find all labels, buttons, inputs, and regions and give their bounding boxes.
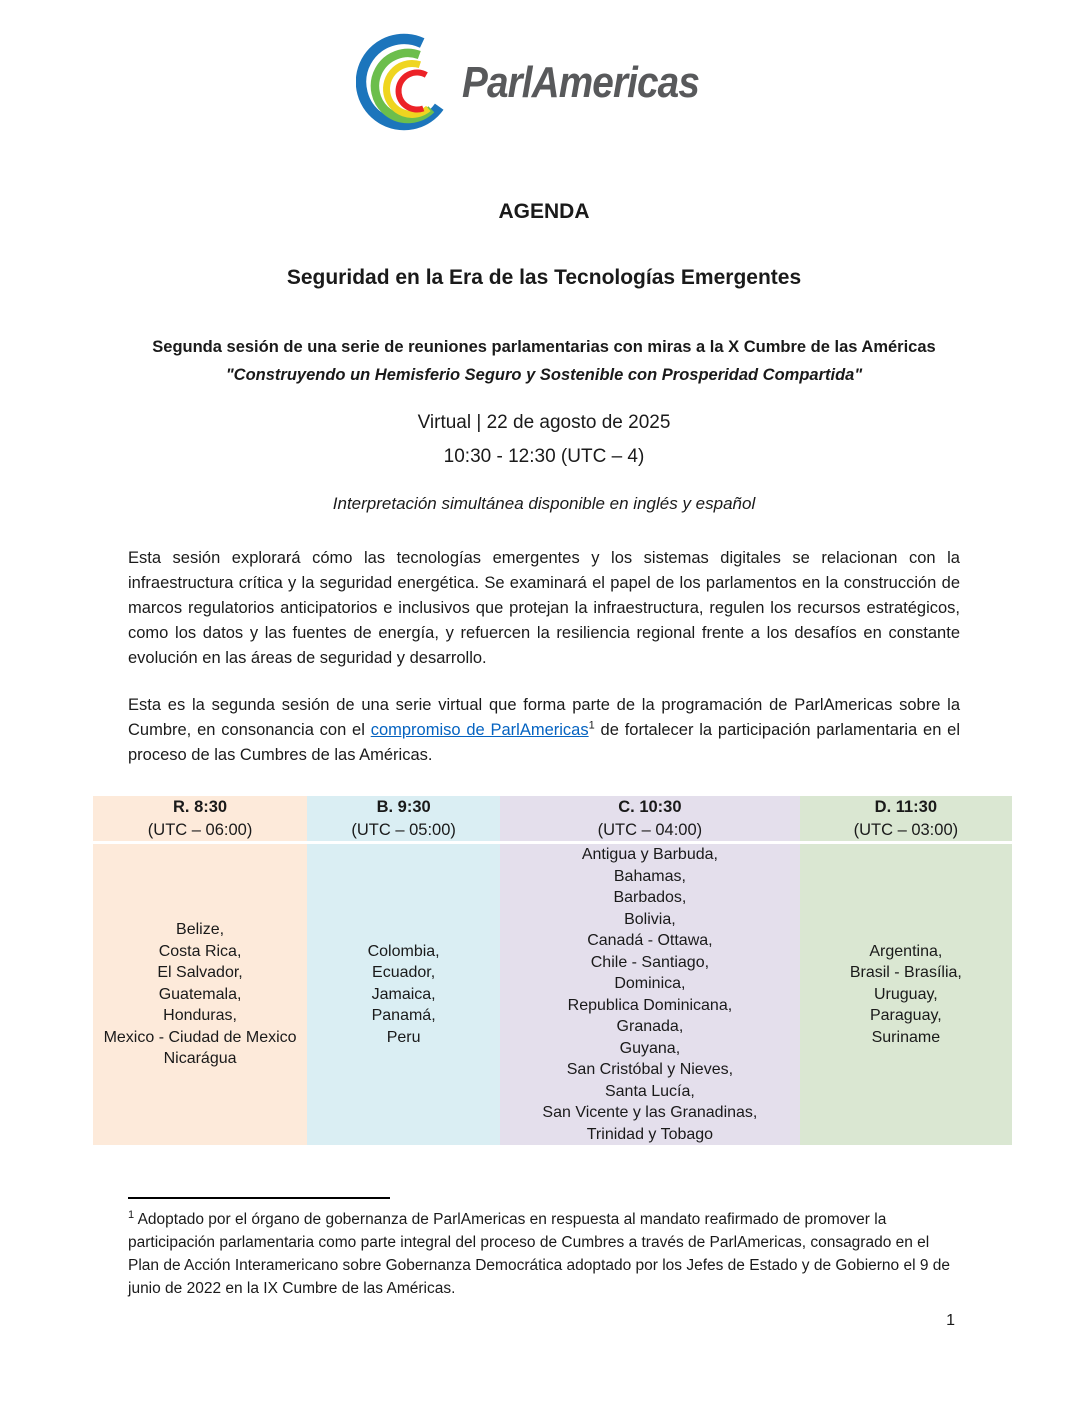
- agenda-title: AGENDA: [498, 200, 590, 223]
- timezone-country-list: [500, 843, 800, 1146]
- country-line: Belize,: [176, 921, 225, 939]
- timezone-country-list: [93, 843, 307, 1146]
- country-line: Republica Dominicana,: [567, 996, 733, 1014]
- country-line: Ecuador,: [372, 964, 436, 982]
- country-line: Granada,: [616, 1018, 684, 1035]
- footnote-text: [128, 1208, 962, 1300]
- timezone-utc-offset: (UTC – 03:00): [853, 821, 959, 839]
- footnote-separator: [128, 1197, 390, 1199]
- timezone-group-label: R. 8:30: [173, 798, 228, 816]
- parlamericas-logo-icon: [356, 32, 460, 134]
- summit-theme-quote: "Construyendo un Hemisferio Seguro y Sostenible con Prosperidad Compartida": [225, 366, 863, 384]
- timezone-column-header: [307, 796, 500, 843]
- country-line: Barbados,: [613, 889, 687, 906]
- event-date-line: Virtual | 22 de agosto de 2025: [417, 412, 671, 433]
- country-line: Dominica,: [614, 975, 686, 992]
- country-line: Suriname: [871, 1028, 941, 1046]
- timezone-table-header-row: [93, 796, 1012, 843]
- country-line: Honduras,: [163, 1007, 237, 1025]
- country-line: Peru: [386, 1028, 421, 1046]
- logo-text: ParlAmericas: [462, 58, 700, 107]
- footnote-number: 1: [128, 1208, 135, 1221]
- country-line: Bahamas,: [613, 867, 686, 885]
- timezone-country-list: [800, 843, 1012, 1146]
- timezone-country-list: [307, 843, 500, 1146]
- footnote-body: Adoptado por el órgano de gobernanza de ParlAmericas en respuesta al mandato reafirmado de promover la participación parlamentaria como parte integral del proceso de Cumbres a través de ParlAmericas, consagrado en el Plan de Acción Interamericano sobre Gobernanza Democrática adoptado por los Jefes de Estado y de Gobierno el 9 de junio de 2022 en la IX Cumbre de las Américas.: [128, 1211, 950, 1297]
- timezone-group-label: B. 9:30: [376, 798, 431, 816]
- country-line: San Cristóbal y Nieves,: [566, 1061, 734, 1078]
- page-number: 1: [946, 1312, 955, 1329]
- logo: [0, 32, 1088, 134]
- country-line: Argentina,: [869, 942, 943, 960]
- country-line: Costa Rica,: [158, 942, 242, 960]
- country-line: Trinidad y Tobago: [586, 1125, 714, 1143]
- timezone-column-header: [500, 796, 800, 843]
- country-line: Guyana,: [619, 1039, 681, 1057]
- timezone-utc-offset: (UTC – 05:00): [351, 821, 456, 839]
- country-line: Santa Lucía,: [604, 1082, 695, 1100]
- country-line: Bolivia,: [624, 910, 676, 928]
- context-text-after-link: de fortalecer la participación parlamentaria en el proceso de las Cumbres de las Américas.: [128, 721, 961, 764]
- timezone-column-header: [800, 796, 1012, 843]
- context-paragraph: [128, 693, 960, 768]
- country-line: Paraguay,: [869, 1007, 942, 1025]
- country-line: Canadá - Ottawa,: [587, 932, 713, 949]
- country-line: Uruguay,: [873, 985, 938, 1003]
- country-line: San Vicente y las Granadinas,: [542, 1104, 758, 1121]
- country-line: Nicarágua: [163, 1050, 237, 1068]
- country-line: Jamaica,: [371, 985, 436, 1003]
- timezone-group-label: D. 11:30: [874, 798, 938, 816]
- intro-paragraph: Esta sesión explorará cómo las tecnologías emergentes y los sistemas digitales se relacionan con la infraestructura crítica y la seguridad energética. Se examinará el papel de los parlamentos en la construcción de marcos regulatorios anticipatorios e inclusivos que protejan la infraestructura, regulen los recursos estratégicos, como los datos y las fuentes de energía, y refuercen la resiliencia regional frente a los desafíos en constante evolución en las áreas de seguridad y desarrollo.: [128, 549, 960, 667]
- timezone-utc-offset: (UTC – 06:00): [147, 821, 253, 839]
- country-line: Chile - Santiago,: [590, 953, 710, 971]
- timezone-table: [93, 796, 1012, 1145]
- country-line: Guatemala,: [158, 985, 242, 1003]
- country-line: Brasil - Brasília,: [849, 964, 962, 982]
- event-time-line: 10:30 - 12:30 (UTC – 4): [443, 446, 645, 467]
- interpretation-note: Interpretación simultánea disponible en inglés y español: [332, 494, 756, 513]
- timezone-table-body-row: [93, 843, 1012, 1146]
- timezone-utc-offset: (UTC – 04:00): [597, 821, 703, 839]
- footnote-reference-mark: 1: [588, 719, 595, 732]
- country-line: Antigua y Barbuda,: [581, 846, 718, 863]
- country-line: Panamá,: [371, 1007, 436, 1025]
- timezone-column-header: [93, 796, 307, 843]
- timezone-group-label: C. 10:30: [618, 798, 682, 816]
- session-title: Seguridad en la Era de las Tecnologías Emergentes: [286, 266, 802, 289]
- context-text-before-link: Esta es la segunda sesión de una serie virtual que forma parte de la programación de ParlAmericas sobre la Cumbre, en consonancia con el: [128, 696, 960, 739]
- series-description-line: Segunda sesión de una serie de reuniones parlamentarias con miras a la X Cumbre de las Américas: [152, 338, 936, 356]
- country-line: Colombia,: [367, 942, 440, 960]
- country-line: El Salvador,: [157, 964, 243, 982]
- parlamericas-commitment-link[interactable]: compromiso de ParlAmericas: [370, 721, 589, 739]
- country-line: Mexico - Ciudad de Mexico: [103, 1028, 297, 1046]
